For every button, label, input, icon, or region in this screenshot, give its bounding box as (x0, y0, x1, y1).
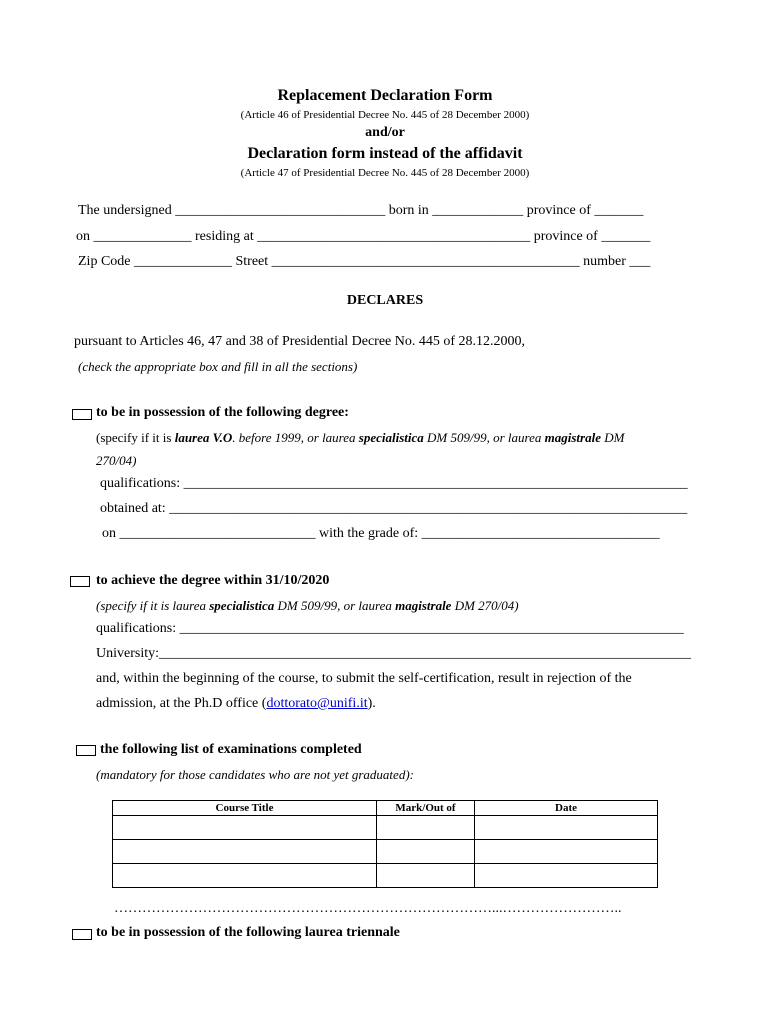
degree-spec-note (96, 430, 624, 446)
exam-list-note: (mandatory for those candidates who are not yet graduated): (96, 767, 414, 782)
spec-text: DM 509/99, or laurea (274, 598, 396, 613)
form-subtitle-article47: (Article 47 of Presidential Decree No. 445 of 28 December 2000) (240, 167, 530, 179)
personal-line-3: Zip Code ______________ Street ____________________________________________ number ___ (78, 254, 651, 269)
exam-list-dots: ………………………………………………………………………...…………………….. (114, 901, 622, 916)
laurea-triennale-heading: to be in possession of the following laurea triennale (96, 925, 400, 940)
mark-cell[interactable] (377, 816, 475, 840)
column-header-mark: Mark/Out of (377, 801, 475, 816)
spec-text: DM 270/04) (451, 598, 519, 613)
mark-cell[interactable] (377, 864, 475, 888)
course-title-cell[interactable] (113, 816, 377, 840)
self-cert-note-line1: and, within the beginning of the course, to submit the self-certification, result in rejection of the (96, 671, 632, 686)
self-cert-note-line2 (96, 696, 376, 712)
exams-table (112, 800, 658, 888)
exam-list-heading: the following list of examinations completed (100, 742, 362, 757)
spec-text: DM (600, 430, 625, 445)
qualifications-field[interactable]: qualifications: ________________________________________________________________________ (100, 476, 688, 491)
personal-line-1: The undersigned ______________________________ born in _____________ province of _______ (78, 203, 644, 218)
table-row (113, 816, 658, 840)
date-cell[interactable] (475, 816, 658, 840)
check-note: (check the appropriate box and fill in all the sections) (78, 359, 358, 374)
note-text: admission, at the Ph.D office ( (96, 696, 267, 711)
note-text: ). (367, 696, 376, 711)
column-header-course-title: Course Title (113, 801, 377, 816)
spec-text: DM 509/99, or laurea (423, 430, 545, 445)
spec-bold: specialistica (209, 598, 275, 613)
form-title: Replacement Declaration Form (277, 87, 493, 104)
form-subtitle-article46: (Article 46 of Presidential Decree No. 445 of 28 December 2000) (240, 109, 530, 121)
university-field[interactable]: University:____________________________________________________________________________ (96, 646, 691, 661)
degree-spec-note-2: 270/04) (96, 453, 137, 468)
degree-possession-heading: to be in possession of the following degree: (96, 405, 349, 420)
spec-bold: magistrale (544, 430, 601, 445)
achieve-degree-heading: to achieve the degree within 31/10/2020 (96, 573, 330, 588)
spec-text: . before 1999, or laurea (232, 430, 359, 445)
spec-bold: laurea V.O (174, 430, 233, 445)
laurea-triennale-checkbox[interactable] (72, 929, 92, 940)
spec-bold: specialistica (358, 430, 424, 445)
course-title-cell[interactable] (113, 840, 377, 864)
spec-text: (specify if it is (96, 430, 175, 445)
course-title-cell[interactable] (113, 864, 377, 888)
and-or-label: and/or (365, 125, 405, 140)
mark-cell[interactable] (377, 840, 475, 864)
table-row (113, 840, 658, 864)
date-cell[interactable] (475, 840, 658, 864)
email-link[interactable]: dottorato@unifi.it (266, 696, 368, 711)
exam-list-checkbox[interactable] (76, 745, 96, 756)
spec-bold: magistrale (395, 598, 452, 613)
achieve-spec-note (96, 598, 519, 614)
date-cell[interactable] (475, 864, 658, 888)
table-row (113, 864, 658, 888)
column-header-date: Date (475, 801, 658, 816)
achieve-degree-checkbox[interactable] (70, 576, 90, 587)
degree-possession-checkbox[interactable] (72, 409, 92, 420)
form-title-2: Declaration form instead of the affidavit (247, 145, 523, 162)
declares-heading: DECLARES (346, 293, 424, 308)
obtained-at-field[interactable]: obtained at: __________________________________________________________________________ (100, 501, 688, 516)
personal-line-2: on ______________ residing at _______________________________________ province of _______ (76, 229, 651, 244)
achieve-qualifications-field[interactable]: qualifications: ________________________________________________________________________ (96, 621, 684, 636)
spec-text: (specify if it is laurea (96, 598, 210, 613)
pursuant-text: pursuant to Articles 46, 47 and 38 of Presidential Decree No. 445 of 28.12.2000, (74, 334, 526, 349)
date-grade-field[interactable]: on ____________________________ with the grade of: __________________________________ (102, 526, 660, 541)
